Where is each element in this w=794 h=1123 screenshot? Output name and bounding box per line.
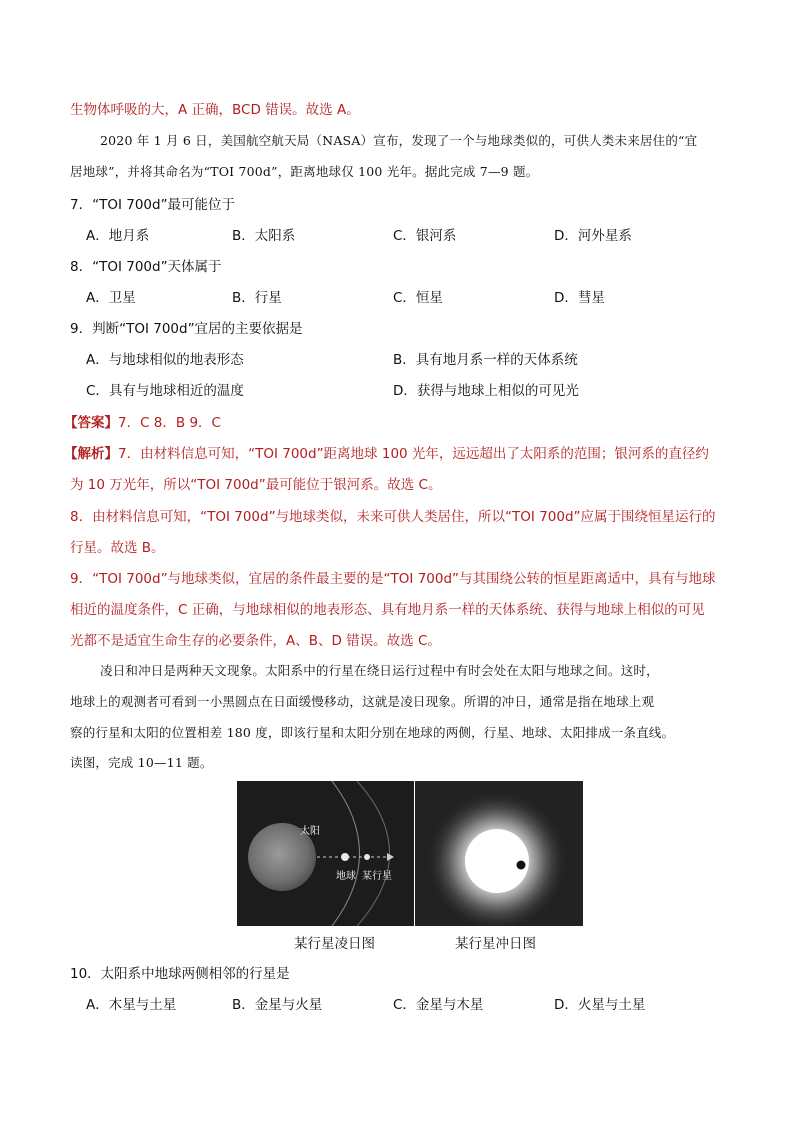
analysis-label: 【解析】 <box>64 446 118 462</box>
q9-option-b: B．具有地月系一样的天体系统 <box>393 352 578 368</box>
q10-option-b: B．金星与火星 <box>232 997 323 1013</box>
answer-line <box>64 413 221 433</box>
material-1-line-1: 2020 年 1 月 6 日，美国航空航天局（NASA）宣布，发现了一个与地球类似的，可供人类未来居住的“宜 <box>100 133 698 148</box>
q10-option-d: D．火星与土星 <box>554 997 646 1013</box>
q10-option-c: C．金星与木星 <box>393 997 484 1013</box>
q10-option-a: A．木星与土星 <box>86 997 177 1013</box>
caption-transit: 某行星凌日图 <box>294 936 375 952</box>
q9-option-d: D．获得与地球上相似的可见光 <box>393 383 579 399</box>
analysis-line-5: 9．“TOI 700d”与地球类似，宜居的条件最主要的是“TOI 700d”与其围绕公转的恒星距离适中，具有与地球 <box>70 571 716 587</box>
label-earth: 地球 <box>336 871 356 882</box>
continuation-text: 生物体呼吸的大，A 正确，BCD 错误。故选 A。 <box>70 102 360 118</box>
q8-option-b: B．行星 <box>232 290 282 306</box>
answer-text: 7．C 8．B 9．C <box>118 415 221 431</box>
question-10-stem: 10．太阳系中地球两侧相邻的行星是 <box>70 966 290 982</box>
label-planet: 某行星 <box>362 871 392 882</box>
transit-diagram <box>237 781 414 926</box>
label-sun: 太阳 <box>300 826 320 837</box>
material-2-line-4: 读图，完成 10—11 题。 <box>70 755 213 770</box>
q8-option-a: A．卫星 <box>86 290 136 306</box>
q8-option-c: C．恒星 <box>393 290 443 306</box>
question-8-stem: 8．“TOI 700d”天体属于 <box>70 259 222 275</box>
opposition-photo <box>415 781 583 926</box>
analysis-line-4: 行星。故选 B。 <box>70 540 165 556</box>
q7-option-d: D．河外星系 <box>554 228 632 244</box>
analysis-line-6: 相近的温度条件，C 正确，与地球相似的地表形态、具有地月系一样的天体系统、获得与地球上相似的可见 <box>70 602 705 618</box>
analysis-line-7: 光都不是适宜生命生存的必要条件，A、B、D 错误。故选 C。 <box>70 633 441 649</box>
analysis-7-text: 7．由材料信息可知，“TOI 700d”距离地球 100 光年，远远超出了太阳系的范围；银河系的直径约 <box>118 446 709 462</box>
q9-option-a: A．与地球相似的地表形态 <box>86 352 244 368</box>
q9-option-c: C．具有与地球相近的温度 <box>86 383 244 399</box>
opposition-photo-svg <box>415 781 583 926</box>
question-7-stem: 7．“TOI 700d”最可能位于 <box>70 197 236 213</box>
planet-shape <box>364 854 370 860</box>
analysis-line-2: 为 10 万光年，所以“TOI 700d”最可能位于银河系。故选 C。 <box>70 477 442 493</box>
earth-shape <box>341 853 349 861</box>
q7-option-a: A．地月系 <box>86 228 150 244</box>
material-1-line-2: 居地球”，并将其命名为“TOI 700d”，距离地球仅 100 光年。据此完成 7—9 题。 <box>70 164 539 179</box>
q7-option-b: B．太阳系 <box>232 228 296 244</box>
material-2-line-1: 凌日和冲日是两种天文现象。太阳系中的行星在绕日运行过程中有时会处在太阳与地球之间。这时， <box>100 663 659 678</box>
answer-label: 【答案】 <box>64 415 118 431</box>
analysis-line-1 <box>64 444 709 464</box>
question-9-stem: 9．判断“TOI 700d”宜居的主要依据是 <box>70 321 303 337</box>
q8-option-d: D．彗星 <box>554 290 605 306</box>
analysis-line-3: 8．由材料信息可知，“TOI 700d”与地球类似，未来可供人类居住，所以“TOI 700d”应属于围绕恒星运行的 <box>70 509 716 525</box>
transit-diagram-svg <box>237 781 414 926</box>
material-2-line-3: 察的行星和太阳的位置相差 180 度，即该行星和太阳分别在地球的两侧，行星、地球、太阳排成一条直线。 <box>70 725 675 740</box>
q7-option-c: C．银河系 <box>393 228 457 244</box>
material-2-line-2: 地球上的观测者可看到一小黑圆点在日面缓慢移动，这就是凌日现象。所谓的冲日，通常是指在地球上观 <box>70 694 655 709</box>
planet-dot <box>517 861 526 870</box>
caption-opposition: 某行星冲日图 <box>455 936 536 952</box>
